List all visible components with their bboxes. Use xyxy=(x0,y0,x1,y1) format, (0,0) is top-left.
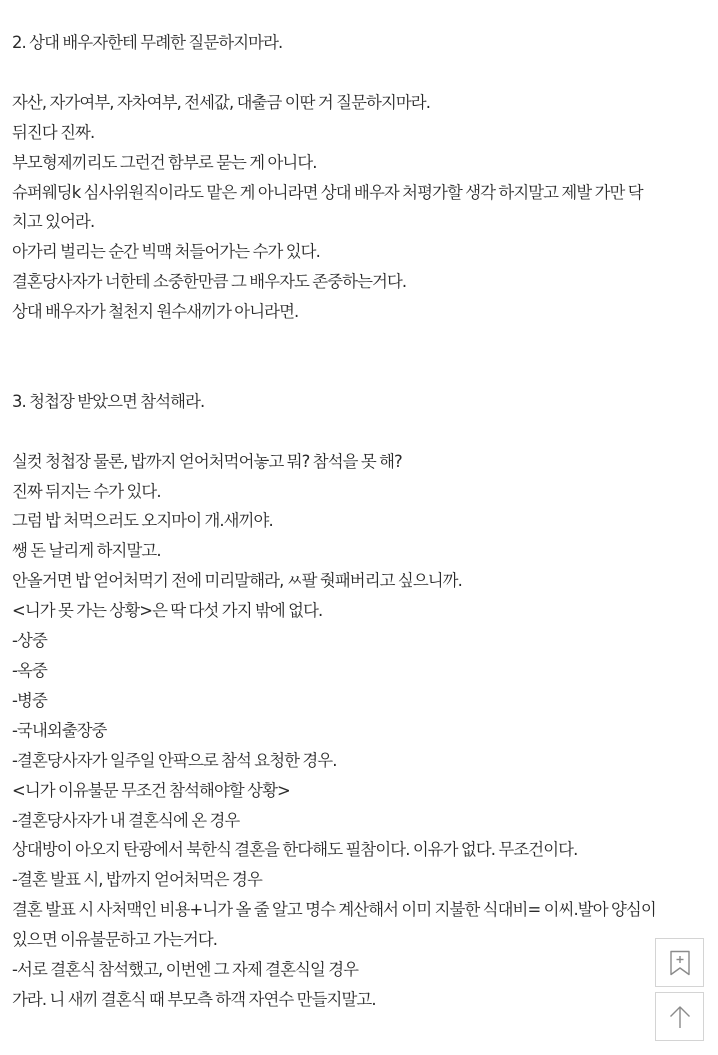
text-line: -결혼당사자가 내 결혼식에 온 경우 xyxy=(12,810,240,830)
bookmark-button[interactable] xyxy=(655,938,704,987)
text-line: 실컷 청첩장 물론, 밥까지 얻어처먹어놓고 뭐? 참석을 못 해? xyxy=(12,451,402,471)
text-line: 결혼당사자가 너한테 소중한만큼 그 배우자도 존중하는거다. xyxy=(12,272,407,292)
text-line: 가라. 니 새끼 결혼식 때 부모측 하객 자연수 만들지말고. xyxy=(12,989,376,1009)
text-line: 쌩 돈 날리게 하지말고. xyxy=(12,541,161,561)
text-line: 치고 있어라. xyxy=(12,212,95,232)
text-line: -서로 결혼식 참석했고, 이번엔 그 자제 결혼식일 경우 xyxy=(12,960,359,980)
text-line: 슈퍼웨딩k 심사위원직이라도 맡은 게 아니라면 상대 배우자 처평가할 생각 하지말고 제발 가만 닥 xyxy=(12,182,643,202)
text-line: <니가 못 가는 상황>은 딱 다섯 가지 밖에 없다. xyxy=(12,601,323,621)
blank-line xyxy=(12,357,712,387)
blank-line xyxy=(12,58,712,88)
text-line: 아가리 벌리는 순간 빅맥 처들어가는 수가 있다. xyxy=(12,242,320,262)
text-line: -병중 xyxy=(12,690,47,710)
text-line: 상대 배우자가 철천지 원수새끼가 아니라면. xyxy=(12,302,299,322)
text-line: <니가 이유불문 무조건 참석해야할 상황> xyxy=(12,780,290,800)
text-line: 그럼 밥 처먹으러도 오지마이 개.새끼야. xyxy=(12,511,273,531)
blank-line xyxy=(12,327,712,357)
text-line: 진짜 뒤지는 수가 있다. xyxy=(12,481,161,501)
bookmark-add-icon xyxy=(669,950,691,976)
text-line: 3. 청첩장 받았으면 참석해라. xyxy=(12,391,205,411)
arrow-up-icon xyxy=(668,1005,692,1029)
text-line: -국내외출장중 xyxy=(12,720,107,740)
scroll-to-top-button[interactable] xyxy=(655,992,704,1041)
text-line: 뒤진다 진짜. xyxy=(12,122,95,142)
text-line: 있으면 이유불문하고 가는거다. xyxy=(12,930,218,950)
text-line: -상중 xyxy=(12,631,47,651)
text-line: 부모형제끼리도 그런건 함부로 묻는 게 아니다. xyxy=(12,152,317,172)
text-line: 자산, 자가여부, 자차여부, 전세값, 대출금 이딴 거 질문하지마라. xyxy=(12,92,431,112)
text-line: -결혼 발표 시, 밥까지 얻어처먹은 경우 xyxy=(12,870,262,890)
article-body xyxy=(12,28,712,1015)
text-line: -결혼당사자가 일주일 안팍으로 참석 요청한 경우. xyxy=(12,750,337,770)
text-line: 상대방이 아오지 탄광에서 북한식 결혼을 한다해도 필참이다. 이유가 없다. 무조건이다. xyxy=(12,840,578,860)
blank-line xyxy=(12,417,712,447)
text-line: 2. 상대 배우자한테 무례한 질문하지마라. xyxy=(12,33,283,52)
text-line: 안올거면 밥 얻어처먹기 전에 미리말해라, ㅆ팔 줫패버리고 싶으니까. xyxy=(12,571,462,591)
text-line: -옥중 xyxy=(12,660,47,680)
text-line: 결혼 발표 시 사처맥인 비용+니가 올 줄 알고 명수 계산해서 이미 지불한 식대비= 이씨.발아 양심이 xyxy=(12,900,656,920)
